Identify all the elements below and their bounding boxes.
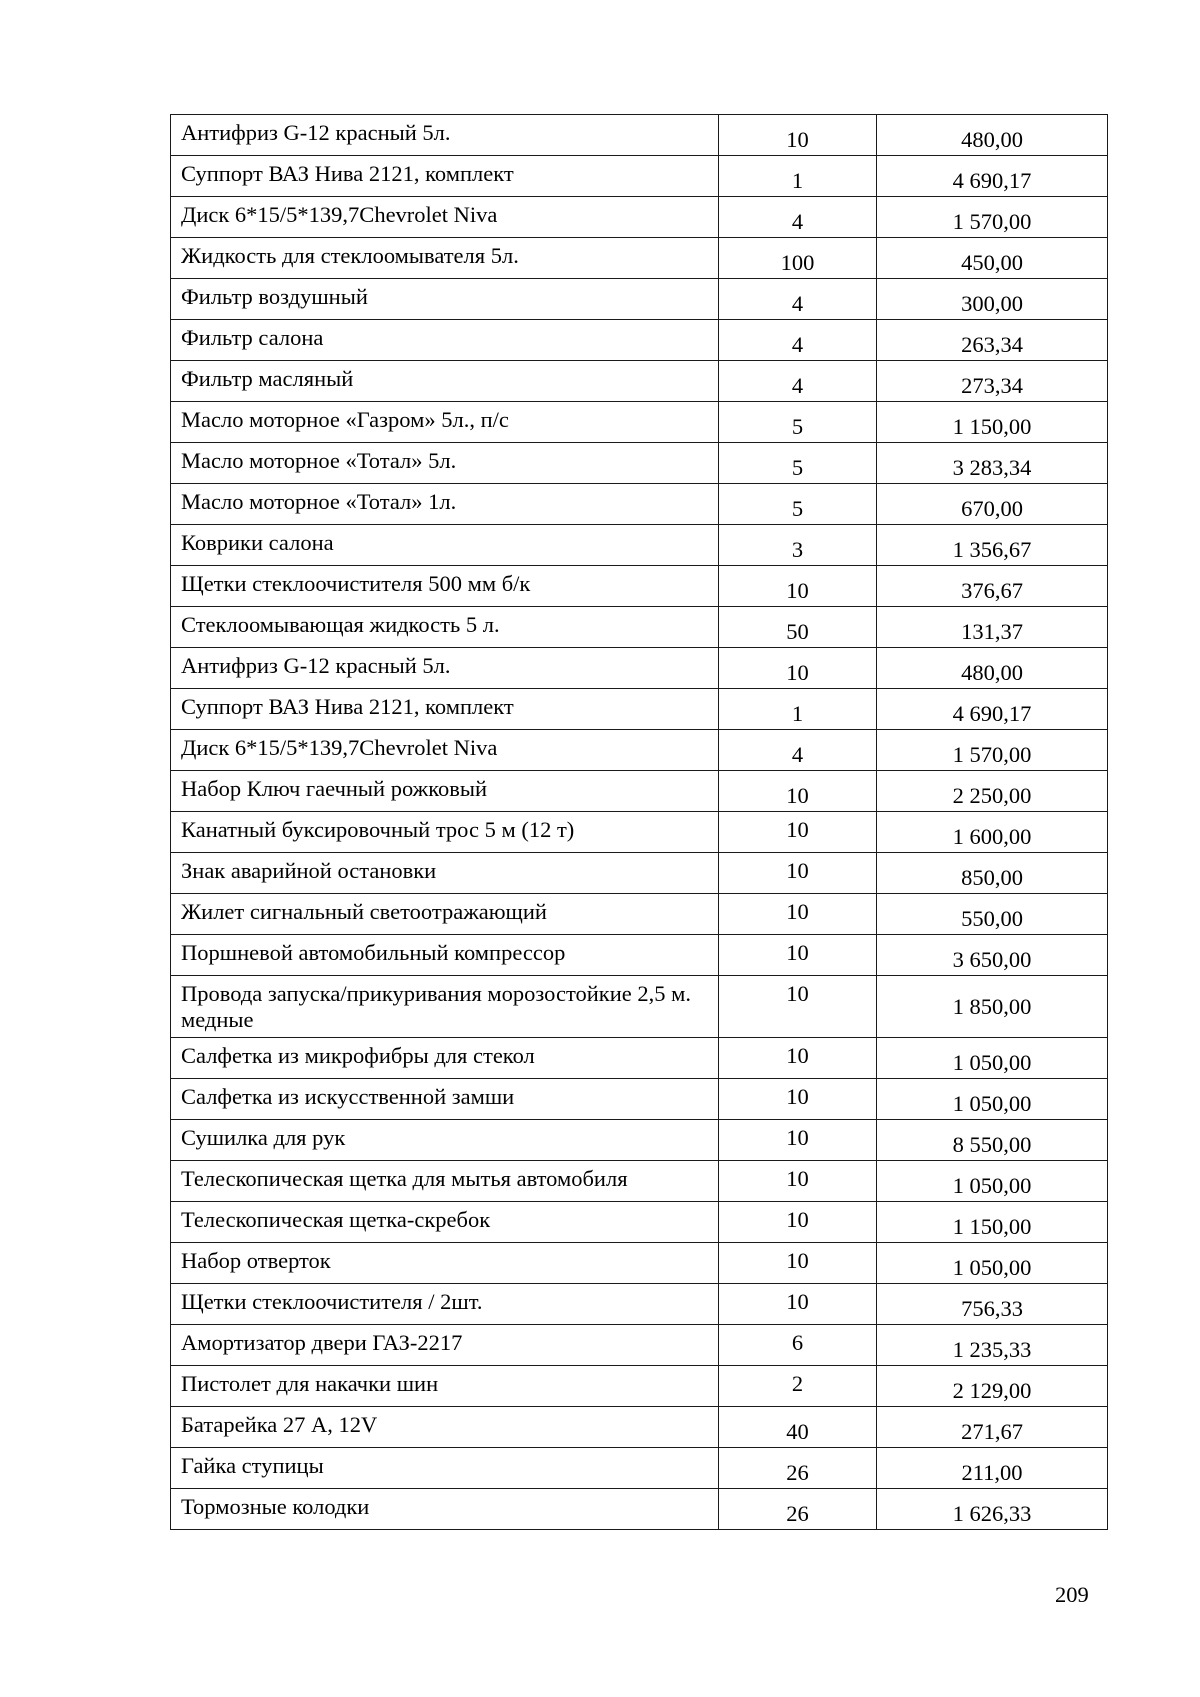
item-name-cell: Антифриз G-12 красный 5л.	[171, 115, 719, 156]
table-row	[171, 525, 1108, 566]
item-quantity-cell: 4	[719, 279, 877, 320]
table-row	[171, 156, 1108, 197]
item-name-cell: Масло моторное «Тотал» 1л.	[171, 484, 719, 525]
item-quantity-cell: 4	[719, 197, 877, 238]
item-price-cell: 1 600,00	[877, 812, 1108, 853]
table-row	[171, 1243, 1108, 1284]
item-quantity-cell: 4	[719, 320, 877, 361]
table-row	[171, 361, 1108, 402]
goods-table	[170, 114, 1108, 1530]
item-price-cell: 670,00	[877, 484, 1108, 525]
item-price-cell: 8 550,00	[877, 1120, 1108, 1161]
item-quantity-cell: 10	[719, 812, 877, 853]
table-row	[171, 1161, 1108, 1202]
item-quantity-cell: 10	[719, 1243, 877, 1284]
goods-table-body	[171, 115, 1108, 1530]
item-price-cell: 1 050,00	[877, 1161, 1108, 1202]
table-row	[171, 1325, 1108, 1366]
item-name-cell: Сушилка для рук	[171, 1120, 719, 1161]
item-quantity-cell: 10	[719, 853, 877, 894]
item-price-cell: 550,00	[877, 894, 1108, 935]
table-row	[171, 402, 1108, 443]
table-row	[171, 935, 1108, 976]
item-quantity-cell: 4	[719, 361, 877, 402]
item-name-cell: Набор Ключ гаечный рожковый	[171, 771, 719, 812]
item-price-cell: 480,00	[877, 648, 1108, 689]
table-row	[171, 689, 1108, 730]
table-row	[171, 1038, 1108, 1079]
item-name-cell: Фильтр масляный	[171, 361, 719, 402]
item-name-cell: Поршневой автомобильный компрессор	[171, 935, 719, 976]
item-price-cell: 2 129,00	[877, 1366, 1108, 1407]
item-price-cell: 300,00	[877, 279, 1108, 320]
item-quantity-cell: 50	[719, 607, 877, 648]
item-price-cell: 376,67	[877, 566, 1108, 607]
table-row	[171, 1448, 1108, 1489]
item-name-cell: Тормозные колодки	[171, 1489, 719, 1530]
item-quantity-cell: 10	[719, 115, 877, 156]
table-row	[171, 197, 1108, 238]
item-quantity-cell: 2	[719, 1366, 877, 1407]
table-row	[171, 894, 1108, 935]
item-price-cell: 1 235,33	[877, 1325, 1108, 1366]
item-quantity-cell: 10	[719, 935, 877, 976]
table-row	[171, 115, 1108, 156]
item-quantity-cell: 26	[719, 1448, 877, 1489]
item-quantity-cell: 26	[719, 1489, 877, 1530]
item-name-cell: Батарейка 27 А, 12V	[171, 1407, 719, 1448]
page-number: 209	[1055, 1582, 1089, 1607]
table-row	[171, 1366, 1108, 1407]
item-name-cell: Диск 6*15/5*139,7Chevrolet Niva	[171, 197, 719, 238]
item-quantity-cell: 10	[719, 1202, 877, 1243]
item-quantity-cell: 1	[719, 689, 877, 730]
item-quantity-cell: 10	[719, 1038, 877, 1079]
item-quantity-cell: 10	[719, 1120, 877, 1161]
item-quantity-cell: 5	[719, 443, 877, 484]
item-price-cell: 1 850,00	[877, 976, 1108, 1038]
item-name-cell: Знак аварийной остановки	[171, 853, 719, 894]
item-quantity-cell: 10	[719, 976, 877, 1038]
item-name-cell: Диск 6*15/5*139,7Chevrolet Niva	[171, 730, 719, 771]
table-row	[171, 648, 1108, 689]
table-row	[171, 812, 1108, 853]
item-quantity-cell: 10	[719, 1161, 877, 1202]
item-name-cell: Фильтр салона	[171, 320, 719, 361]
item-price-cell: 850,00	[877, 853, 1108, 894]
item-price-cell: 1 050,00	[877, 1243, 1108, 1284]
table-row	[171, 853, 1108, 894]
item-name-cell: Набор отверток	[171, 1243, 719, 1284]
item-price-cell: 480,00	[877, 115, 1108, 156]
table-row	[171, 1202, 1108, 1243]
table-row	[171, 976, 1108, 1038]
table-row	[171, 1284, 1108, 1325]
table-row	[171, 320, 1108, 361]
item-name-cell: Суппорт ВАЗ Нива 2121, комплект	[171, 689, 719, 730]
item-price-cell: 271,67	[877, 1407, 1108, 1448]
item-name-cell: Коврики салона	[171, 525, 719, 566]
item-quantity-cell: 10	[719, 1284, 877, 1325]
table-row	[171, 279, 1108, 320]
table-row	[171, 607, 1108, 648]
item-quantity-cell: 6	[719, 1325, 877, 1366]
item-price-cell: 4 690,17	[877, 156, 1108, 197]
item-price-cell: 2 250,00	[877, 771, 1108, 812]
item-name-cell: Масло моторное «Газром» 5л., п/с	[171, 402, 719, 443]
item-name-cell: Щетки стеклоочистителя 500 мм б/к	[171, 566, 719, 607]
item-name-cell: Телескопическая щетка-скребок	[171, 1202, 719, 1243]
table-row	[171, 1407, 1108, 1448]
table-row	[171, 443, 1108, 484]
table-row	[171, 730, 1108, 771]
table-row	[171, 1120, 1108, 1161]
item-name-cell: Суппорт ВАЗ Нива 2121, комплект	[171, 156, 719, 197]
item-price-cell: 1 050,00	[877, 1079, 1108, 1120]
item-price-cell: 1 570,00	[877, 730, 1108, 771]
item-price-cell: 1 150,00	[877, 1202, 1108, 1243]
item-name-cell: Пистолет для накачки шин	[171, 1366, 719, 1407]
item-quantity-cell: 3	[719, 525, 877, 566]
item-quantity-cell: 5	[719, 484, 877, 525]
item-quantity-cell: 10	[719, 566, 877, 607]
item-price-cell: 756,33	[877, 1284, 1108, 1325]
item-price-cell: 211,00	[877, 1448, 1108, 1489]
item-price-cell: 1 050,00	[877, 1038, 1108, 1079]
item-price-cell: 1 356,67	[877, 525, 1108, 566]
item-quantity-cell: 10	[719, 894, 877, 935]
item-price-cell: 1 150,00	[877, 402, 1108, 443]
item-quantity-cell: 10	[719, 648, 877, 689]
item-name-cell: Антифриз G-12 красный 5л.	[171, 648, 719, 689]
item-quantity-cell: 10	[719, 1079, 877, 1120]
item-quantity-cell: 1	[719, 156, 877, 197]
item-name-cell: Жидкость для стеклоомывателя 5л.	[171, 238, 719, 279]
item-price-cell: 263,34	[877, 320, 1108, 361]
table-row	[171, 238, 1108, 279]
item-name-cell: Фильтр воздушный	[171, 279, 719, 320]
item-name-cell: Жилет сигнальный светоотражающий	[171, 894, 719, 935]
item-price-cell: 450,00	[877, 238, 1108, 279]
item-name-cell: Канатный буксировочный трос 5 м (12 т)	[171, 812, 719, 853]
item-price-cell: 4 690,17	[877, 689, 1108, 730]
item-quantity-cell: 100	[719, 238, 877, 279]
item-price-cell: 131,37	[877, 607, 1108, 648]
item-name-cell: Масло моторное «Тотал» 5л.	[171, 443, 719, 484]
table-row	[171, 1079, 1108, 1120]
item-price-cell: 3 283,34	[877, 443, 1108, 484]
item-name-cell: Амортизатор двери ГАЗ-2217	[171, 1325, 719, 1366]
item-name-cell: Телескопическая щетка для мытья автомобиля	[171, 1161, 719, 1202]
item-price-cell: 1 626,33	[877, 1489, 1108, 1530]
item-name-cell: Салфетка из искусственной замши	[171, 1079, 719, 1120]
item-name-cell: Гайка ступицы	[171, 1448, 719, 1489]
table-row	[171, 566, 1108, 607]
item-price-cell: 3 650,00	[877, 935, 1108, 976]
item-name-cell: Щетки стеклоочистителя / 2шт.	[171, 1284, 719, 1325]
item-quantity-cell: 4	[719, 730, 877, 771]
table-row	[171, 771, 1108, 812]
item-name-cell: Провода запуска/прикуривания морозостойкие 2,5 м. медные	[171, 976, 719, 1038]
table-row	[171, 1489, 1108, 1530]
item-price-cell: 1 570,00	[877, 197, 1108, 238]
table-row	[171, 484, 1108, 525]
item-quantity-cell: 5	[719, 402, 877, 443]
item-quantity-cell: 40	[719, 1407, 877, 1448]
item-quantity-cell: 10	[719, 771, 877, 812]
item-name-cell: Салфетка из микрофибры для стекол	[171, 1038, 719, 1079]
item-name-cell: Стеклоомывающая жидкость 5 л.	[171, 607, 719, 648]
item-price-cell: 273,34	[877, 361, 1108, 402]
